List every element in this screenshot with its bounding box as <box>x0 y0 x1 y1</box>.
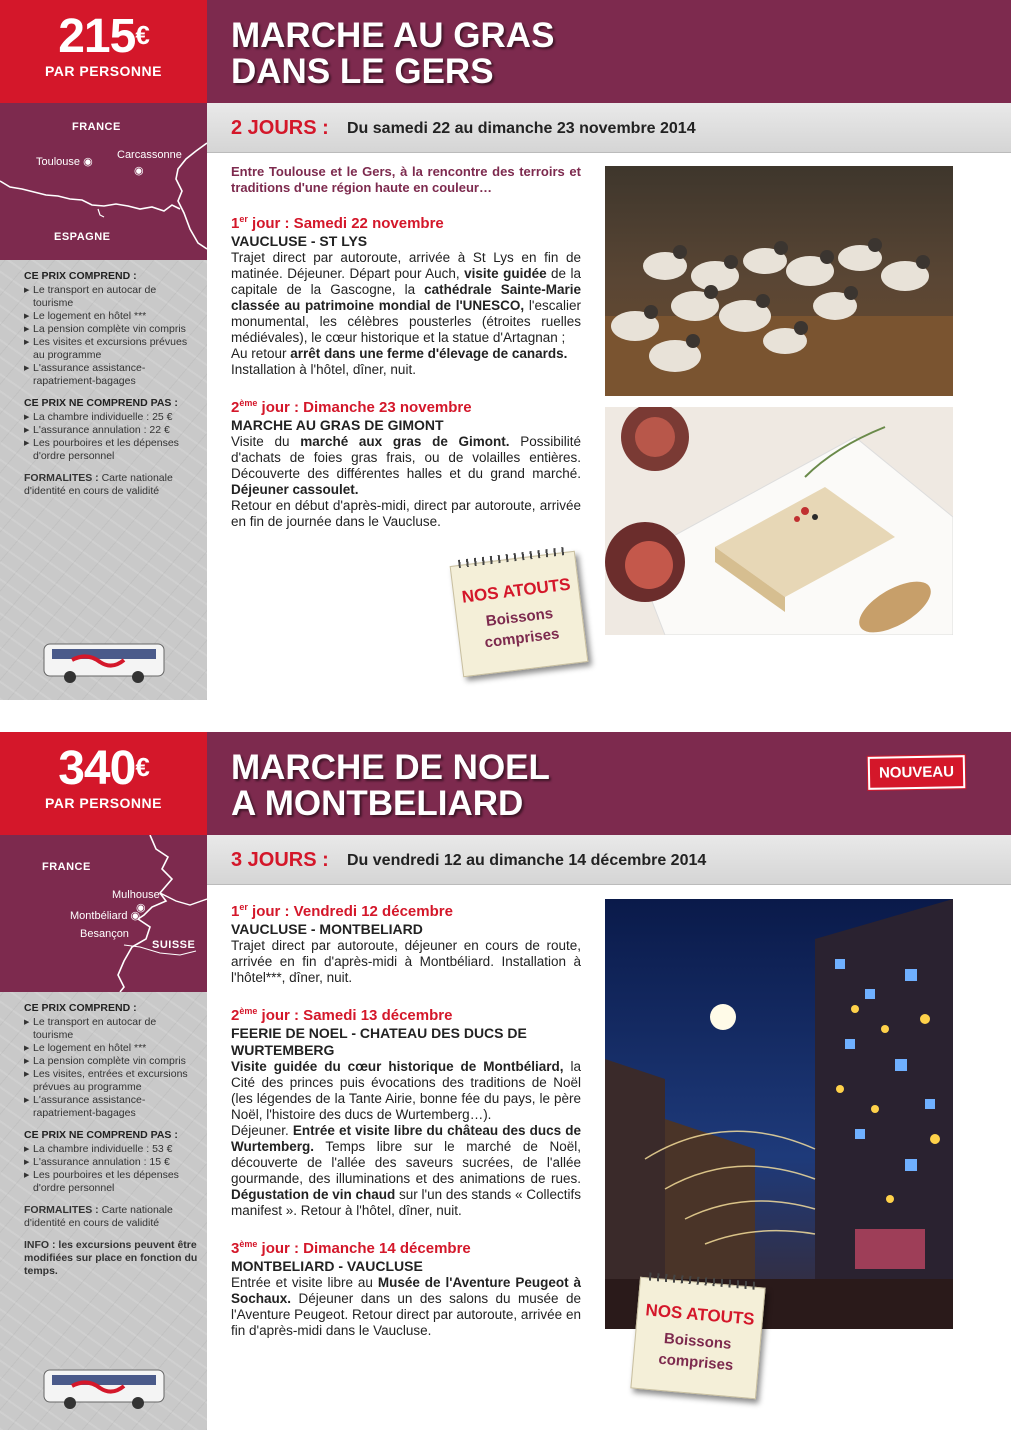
bus-icon <box>42 640 168 686</box>
day2-description: Visite du marché aux gras de Gimont. Possibilité d'achats de foies gras frais, ou de volailles entières. Découverte des différentes halles et du grand marché. Déjeuner cassoulet. Retour en début d'après-midi, direct par autoroute, arrivée en fin de journée dans le Vaucluse. <box>231 434 582 529</box>
list-item: ▶ La pension complète vin compris <box>24 1055 199 1068</box>
program-text <box>231 164 581 546</box>
formalities: FORMALITES : Carte nationale d'identité en cours de validité <box>24 1204 173 1229</box>
list-item: ▶ Les pourboires et les dépenses d'ordre personnel <box>24 437 199 463</box>
price-box <box>0 732 207 835</box>
list-item: ▶ Les visites, entrées et excursions prévues au programme <box>24 1068 199 1094</box>
excludes-title: CE PRIX NE COMPREND PAS : <box>24 1129 178 1141</box>
per-person-label: PAR PERSONNE <box>45 63 162 79</box>
list-item: ▶ Le transport en autocar de tourisme <box>24 284 199 310</box>
price-details <box>0 992 207 1430</box>
day1-description: Trajet direct par autoroute, arrivée à St Lys en fin de matinée. Déjeuner. Départ pour Auch, visite guidée de la capitale de la Gascogne, la cathédrale Sainte-Marie classée au patrimoine mondial de l'UNESCO, l'escalier monumental, les célèbres pousterles (étroites ruelles médiévales), le cœur historique et la statue d'Artagnan ; Au retour arrêt dans une ferme d'élevage de canards. Installation à l'hôtel, dîner, nuit. <box>231 250 582 377</box>
list-item: ▶ Le logement en hôtel *** <box>24 1042 199 1055</box>
map-label-spain: ESPAGNE <box>54 231 111 243</box>
day1-route: VAUCLUSE - MONTBELIARD <box>231 921 423 937</box>
photo-christmas-street <box>605 899 953 1329</box>
date-range: Du vendredi 12 au dimanche 14 décembre 2014 <box>347 852 707 869</box>
map-city-carcassonne: Carcassonne <box>117 149 182 161</box>
atouts-text: Boissons comprises <box>657 1330 734 1375</box>
map-city-mulhouse: Mulhouse <box>112 889 160 901</box>
day2-route: MARCHE AU GRAS DE GIMONT <box>231 417 444 433</box>
date-bar <box>207 835 1011 885</box>
day2-description: Visite guidée du cœur historique de Montbéliard, la Cité des princes puis évocations des traditions de Noël (les légendes de la Tante Airie, bonne fée du pays, le père Noël, l'histoire des ducs de Wurtemberg…). Déjeuner. Entrée et visite libre du château des ducs de Wurtemberg. Temps libre sur le marché de Noël, découverte de l'allée des saveurs sucrées, de l'allée gourmande, des illuminations et des animations de rues. Dégustation de vin chaud sur l'un des stands « Collectifs manifest ». Retour à l'hôtel, dîner, nuit. <box>231 1059 581 1218</box>
map-label-switzerland: SUISSE <box>152 939 196 951</box>
title-banner <box>207 0 1011 103</box>
info-note: INFO : les excursions peuvent être modifiées sur place en fonction du temps. <box>24 1239 198 1277</box>
intro-text: Entre Toulouse et le Gers, à la rencontre des terroirs et traditions d'une région haute en couleur… <box>231 164 581 195</box>
list-item: ▶ Le logement en hôtel *** <box>24 310 199 323</box>
atouts-note <box>630 1277 765 1400</box>
date-bar <box>207 103 1011 153</box>
spiral-binding <box>458 547 566 568</box>
page-title: MARCHE AU GRAS DANS LE GERS <box>231 16 555 91</box>
list-item: ▶ L'assurance annulation : 15 € <box>24 1156 199 1169</box>
includes-list <box>24 1016 199 1120</box>
price-details <box>0 260 207 700</box>
price: 340€ <box>58 742 149 795</box>
day2-route: FEERIE DE NOEL - CHATEAU DES DUCS DE WURTEMBERG <box>231 1025 527 1058</box>
map <box>0 103 207 260</box>
list-item: ▶ La chambre individuelle : 25 € <box>24 411 199 424</box>
atouts-text: Boissons comprises <box>483 604 561 652</box>
includes-title: CE PRIX COMPREND : <box>24 270 137 282</box>
map-city-toulouse: Toulouse ◉ <box>36 156 93 168</box>
map-label-france: FRANCE <box>72 121 121 133</box>
day1-route: VAUCLUSE - ST LYS <box>231 233 368 249</box>
bus-icon <box>42 1366 168 1412</box>
list-item: ▶ Les visites et excursions prévues au programme <box>24 336 199 362</box>
includes-list <box>24 284 199 388</box>
day2-title: 2ème jour : Samedi 13 décembre <box>231 1006 453 1024</box>
atouts-note <box>450 551 589 678</box>
list-item: ▶ L'assurance assistance-rapatriement-bagages <box>24 1094 199 1120</box>
duration-label: 2 JOURS : <box>231 117 329 139</box>
day2-title: 2ème jour : Dimanche 23 novembre <box>231 398 472 416</box>
excludes-title: CE PRIX NE COMPREND PAS : <box>24 397 178 409</box>
day1-description: Trajet direct par autoroute, déjeuner en cours de route, arrivée en fin d'après-midi à Montbéliard. Installation à l'hôtel***, dîner, nuit. <box>231 938 581 985</box>
list-item: ▶ La chambre individuelle : 53 € <box>24 1143 199 1156</box>
program-text <box>231 898 581 1355</box>
list-item: ▶ L'assurance assistance-rapatriement-bagages <box>24 362 199 388</box>
formalities: FORMALITES : Carte nationale d'identité en cours de validité <box>24 472 173 497</box>
list-item: ▶ La pension complète vin compris <box>24 323 199 336</box>
excludes-list <box>24 1143 199 1195</box>
day1-title: 1er jour : Vendredi 12 décembre <box>231 902 453 920</box>
list-item: ▶ Le transport en autocar de tourisme <box>24 1016 199 1042</box>
per-person-label: PAR PERSONNE <box>45 795 162 811</box>
excludes-list <box>24 411 199 463</box>
map <box>0 835 207 992</box>
list-item: ▶ Les pourboires et les dépenses d'ordre personnel <box>24 1169 199 1195</box>
photo-foie-gras <box>605 407 953 635</box>
day3-route: MONTBELIARD - VAUCLUSE <box>231 1258 423 1274</box>
city-dot-icon: ◉ <box>134 165 144 177</box>
page-title: MARCHE DE NOEL A MONTBELIARD <box>231 748 550 823</box>
price-box <box>0 0 207 103</box>
price: 215€ <box>58 10 149 63</box>
city-dot-icon: ◉ <box>136 902 146 914</box>
title-banner <box>207 732 1011 835</box>
map-city-montbeliard: Montbéliard ◉ <box>70 910 141 922</box>
trip-gers <box>0 0 1011 700</box>
day3-description: Entrée et visite libre au Musée de l'Aventure Peugeot à Sochaux. Déjeuner dans un des salons du musée de l'Aventure Peugeot. Retour direct par autoroute, arrivée en fin d'après-midi dans le Vaucluse. <box>231 1275 581 1338</box>
includes-title: CE PRIX COMPREND : <box>24 1002 137 1014</box>
day1-title: 1er jour : Samedi 22 novembre <box>231 214 444 232</box>
duration-label: 3 JOURS : <box>231 849 329 871</box>
list-item: ▶ L'assurance annulation : 22 € <box>24 424 199 437</box>
map-label-france: FRANCE <box>42 861 91 873</box>
new-badge: NOUVEAU <box>868 755 966 790</box>
city-dot-icon: ◉ <box>130 910 141 922</box>
map-city-besancon: Besançon <box>80 928 129 940</box>
city-dot-icon: ◉ <box>83 156 93 168</box>
day3-title: 3ème jour : Dimanche 14 décembre <box>231 1239 471 1257</box>
photo-ducks <box>605 166 953 396</box>
atouts-title: NOS ATOUTS <box>460 574 572 607</box>
date-range: Du samedi 22 au dimanche 23 novembre 2014 <box>347 120 696 137</box>
atouts-title: NOS ATOUTS <box>644 1300 756 1329</box>
trip-montbeliard <box>0 732 1011 1430</box>
